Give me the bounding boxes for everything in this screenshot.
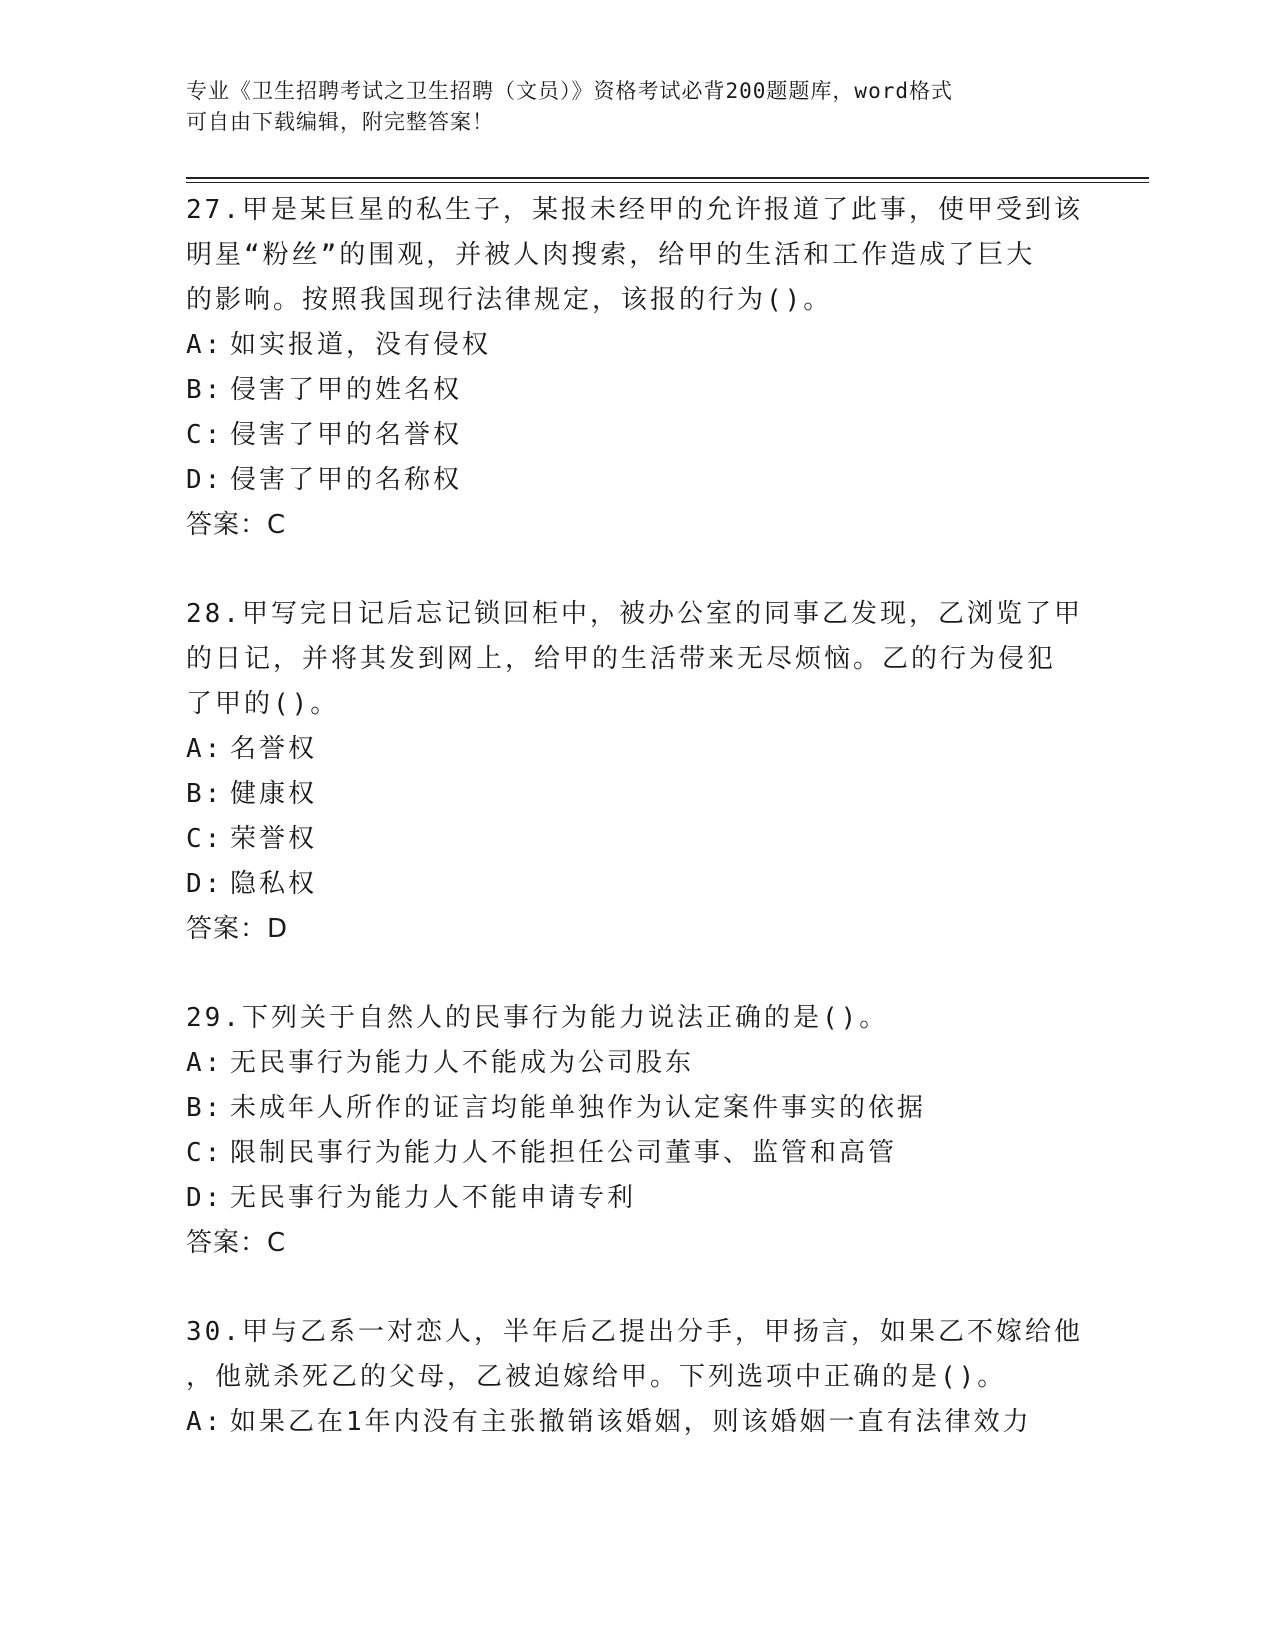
option-letter: A: (186, 330, 224, 360)
option-text: 限制民事行为能力人不能担任公司董事、监管和高管 (230, 1138, 898, 1168)
option-letter: B: (186, 779, 224, 809)
option-text: 隐私权 (230, 869, 318, 899)
answer-line: 答案：C (186, 510, 287, 540)
option-text: 未成年人所作的证言均能单独作为认定案件事实的依据 (230, 1093, 927, 1123)
question-stem-line: ，他就杀死乙的父母，乙被迫嫁给甲。下列选项中正确的是()。 (186, 1362, 1007, 1392)
question-stem-line: 的日记，并将其发到网上，给甲的生活带来无尽烦恼。乙的行为侵犯 (186, 644, 1057, 674)
question-29 (186, 996, 1086, 1266)
question-stem-line: 的影响。按照我国现行法律规定，该报的行为()。 (186, 285, 833, 315)
header-line-1: 专业《卫生招聘考试之卫生招聘（文员）》资格考试必背200题题库，word格式 (186, 79, 953, 103)
option-c (186, 817, 1086, 862)
option-text: 如果乙在1年内没有主张撤销该婚姻，则该婚姻一直有法律效力 (230, 1407, 1032, 1437)
option-letter: B: (186, 1093, 224, 1123)
option-c (186, 1131, 1086, 1176)
option-text: 无民事行为能力人不能申请专利 (230, 1183, 637, 1213)
header-line-2: 可自由下载编辑，附完整答案！ (186, 110, 494, 134)
question-stem-line: 明星“粉丝”的围观，并被人肉搜索，给甲的生活和工作造成了巨大 (186, 240, 1036, 270)
question-stem-line: 27.甲是某巨星的私生子，某报未经甲的允许报道了此事，使甲受到该 (186, 195, 1083, 225)
option-a (186, 727, 1086, 772)
option-text: 荣誉权 (230, 824, 318, 854)
option-text: 名誉权 (230, 734, 318, 764)
option-letter: A: (186, 734, 224, 764)
option-letter: C: (186, 1138, 224, 1168)
option-d (186, 862, 1086, 907)
option-a (186, 323, 1086, 368)
option-b (186, 368, 1086, 413)
option-text: 如实报道，没有侵权 (230, 330, 492, 360)
question-stem-line: 30.甲与乙系一对恋人，半年后乙提出分手，甲扬言，如果乙不嫁给他 (186, 1317, 1083, 1347)
answer-line: 答案：D (186, 914, 289, 944)
option-text: 侵害了甲的名称权 (230, 465, 463, 495)
option-b (186, 1086, 1086, 1131)
option-letter: B: (186, 375, 224, 405)
question-stem-line: 28.甲写完日记后忘记锁回柜中，被办公室的同事乙发现，乙浏览了甲 (186, 599, 1083, 629)
option-a (186, 1400, 1086, 1445)
option-letter: C: (186, 824, 224, 854)
option-d (186, 458, 1086, 503)
option-b (186, 772, 1086, 817)
question-list (186, 188, 1086, 1445)
option-letter: A: (186, 1407, 224, 1437)
option-letter: D: (186, 1183, 224, 1213)
question-stem-line: 29.下列关于自然人的民事行为能力说法正确的是()。 (186, 1003, 889, 1033)
option-letter: D: (186, 869, 224, 899)
option-d (186, 1176, 1086, 1221)
option-a (186, 1041, 1086, 1086)
question-stem-line: 了甲的()。 (186, 689, 340, 719)
header-divider-thin (186, 182, 1149, 183)
answer-line: 答案：C (186, 1228, 287, 1258)
option-text: 侵害了甲的名誉权 (230, 420, 463, 450)
option-text: 健康权 (230, 779, 318, 809)
option-letter: C: (186, 420, 224, 450)
document-header (186, 76, 1086, 138)
option-letter: A: (186, 1048, 224, 1078)
option-text: 无民事行为能力人不能成为公司股东 (230, 1048, 695, 1078)
header-divider-thick (186, 177, 1149, 179)
option-letter: D: (186, 465, 224, 495)
question-30 (186, 1310, 1086, 1445)
option-c (186, 413, 1086, 458)
option-text: 侵害了甲的姓名权 (230, 375, 463, 405)
question-27 (186, 188, 1086, 548)
question-28 (186, 592, 1086, 952)
